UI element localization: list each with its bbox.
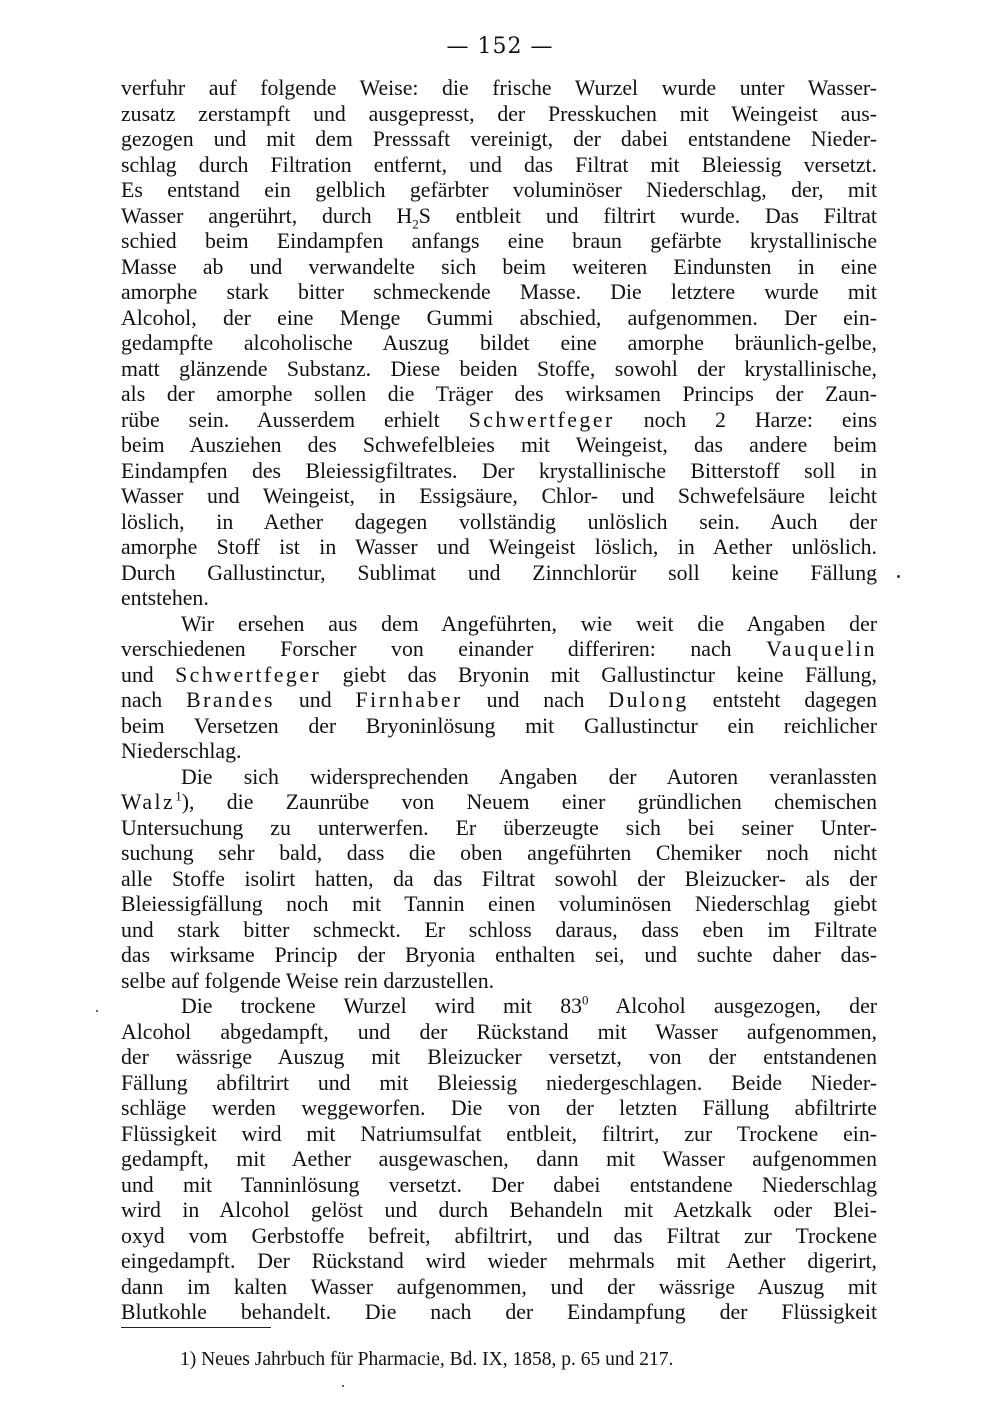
text-line: eingedampft. Der Rückstand wird wieder mehrmals mit Aether digerirt, — [121, 1249, 877, 1273]
spaced-name: Schwertfeger — [175, 662, 322, 687]
text-line: Eindampfen des Bleiessigfiltrates. Der krystallinische Bitterstoff soll in — [121, 458, 877, 483]
text-fragment: Wasser angerührt, durch H — [121, 203, 413, 228]
spaced-name: Walz — [121, 790, 176, 814]
text-line: Wir ersehen aus dem Angeführten, wie weit die Angaben der — [181, 611, 877, 636]
print-speck — [342, 1385, 344, 1387]
text-line: schlag durch Filtration entfernt, und das Filtrat mit Bleiessig versetzt. — [121, 152, 877, 177]
text-fragment: Die trockene Wurzel wird mit 83 — [181, 994, 583, 1018]
text-line: löslich, in Aether dagegen vollständig unlöslich sein. Auch der — [121, 509, 877, 534]
text-fragment: entsteht dagegen — [688, 688, 877, 712]
text-line — [121, 994, 877, 1020]
text-line: schläge werden weggeworfen. Die von der letzten Fällung abfiltrirte — [121, 1096, 877, 1120]
text-line: Blutkohle behandelt. Die nach der Eindampfung der Flüssigkeit — [121, 1300, 877, 1324]
text-line: gezogen und mit dem Presssaft vereinigt, der dabei entstandene Nieder- — [121, 127, 877, 151]
text-fragment: verschiedenen Forscher von einander differiren: nach — [121, 637, 767, 661]
text-line — [121, 663, 877, 689]
text-line: Alcohol, der eine Menge Gummi abschied, aufgenommen. Der ein- — [121, 305, 877, 330]
text-line: Flüssigkeit wird mit Natriumsulfat entbleit, filtrirt, zur Trockene ein- — [121, 1121, 877, 1146]
page-number: — 152 — — [446, 34, 554, 59]
text-fragment: und — [275, 688, 356, 712]
print-speck — [96, 1010, 98, 1012]
text-line: als der amorphe sollen die Träger des wirksamen Princips der Zaun- — [121, 382, 877, 406]
spaced-name: Brandes — [186, 688, 275, 712]
text-line: Bleiessigfällung noch mit Tannin einen voluminösen Niederschlag giebt — [121, 892, 877, 916]
text-line — [121, 688, 877, 714]
text-line — [121, 637, 877, 663]
text-line: beim Ausziehen des Schwefelbleies mit Weingeist, das andere beim — [121, 433, 877, 457]
text-line — [121, 790, 877, 816]
spaced-name: Dulong — [608, 688, 689, 712]
text-line: beim Versetzen der Bryoninlösung mit Gallustinctur ein reichlicher — [121, 713, 877, 738]
text-fragment: ), die Zaunrübe von Neuem einer gründlichen chemischen — [181, 790, 877, 814]
text-fragment: rübe sein. Ausserdem erhielt — [121, 407, 469, 432]
body-text — [121, 76, 877, 1326]
text-fragment: und nach — [462, 688, 609, 712]
text-line: amorphe stark bitter schmeckende Masse. Die letztere wurde mit — [121, 280, 877, 304]
text-line: schied beim Eindampfen anfangs eine braun gefärbte krystallinische — [121, 229, 877, 253]
text-fragment: S entbleit und filtrirt wurde. Das Filtrat — [418, 203, 877, 228]
footnote-divider — [121, 1327, 271, 1328]
text-fragment: giebt das Bryonin mit Gallustinctur keine Fällung, — [321, 662, 877, 687]
footnote-ref: 1 — [175, 788, 182, 804]
text-line: alle Stoffe isolirt hatten, da das Filtrat sowohl der Bleizucker- als der — [121, 866, 877, 891]
text-line: dann im kalten Wasser aufgenommen, und der wässrige Auszug mit — [121, 1274, 877, 1299]
text-line: amorphe Stoff ist in Wasser und Weingeist löslich, in Aether unlöslich. — [121, 535, 877, 559]
text-line: verfuhr auf folgende Weise: die frische Wurzel wurde unter Wasser- — [121, 76, 877, 100]
text-line: oxyd vom Gerbstoffe befreit, abfiltrirt, und das Filtrat zur Trockene — [121, 1223, 877, 1248]
text-line: Fällung abfiltrirt und mit Bleiessig niedergeschlagen. Beide Nieder- — [121, 1070, 877, 1095]
text-line — [121, 204, 877, 230]
print-speck — [897, 575, 900, 578]
text-line: das wirksame Princip der Bryonia enthalten sei, und suchte daher das- — [121, 943, 877, 967]
text-line: Untersuchung zu unterwerfen. Er überzeugte sich bei seiner Unter- — [121, 815, 877, 840]
text-line: Niederschlag. — [121, 739, 242, 763]
text-line: Masse ab und verwandelte sich beim weiteren Eindunsten in eine — [121, 254, 877, 279]
text-line: wird in Alcohol gelöst und durch Behandeln mit Aetzkalk oder Blei- — [121, 1198, 877, 1222]
text-fragment: Alcohol ausgezogen, der — [588, 994, 878, 1018]
text-line: Durch Gallustinctur, Sublimat und Zinnchlorür soll keine Fällung — [121, 560, 877, 585]
text-line: gedampft, mit Aether ausgewaschen, dann mit Wasser aufgenommen — [121, 1147, 877, 1171]
text-line: Alcohol abgedampft, und der Rückstand mit Wasser aufgenommen, — [121, 1019, 877, 1044]
text-line: entstehen. — [121, 586, 209, 610]
text-line — [121, 408, 877, 434]
text-fragment: noch 2 Harze: eins — [614, 407, 877, 432]
text-line: Es entstand ein gelblich gefärbter voluminöser Niederschlag, der, mit — [121, 178, 877, 202]
text-line: Die sich widersprechenden Angaben der Autoren veranlassten — [181, 764, 877, 789]
text-line: zusatz zerstampft und ausgepresst, der Presskuchen mit Weingeist aus- — [121, 101, 877, 126]
text-line: und stark bitter schmeckt. Er schloss daraus, dass eben im Filtrate — [121, 917, 877, 942]
spaced-name: Schwertfeger — [468, 407, 615, 432]
text-fragment: nach — [121, 688, 187, 712]
text-fragment: und — [121, 662, 176, 687]
degree-sign: 0 — [582, 992, 589, 1008]
text-line: matt glänzende Substanz. Diese beiden Stoffe, sowohl der krystallinische, — [121, 356, 877, 381]
text-line: suchung sehr bald, dass die oben angeführten Chemiker noch nicht — [121, 841, 877, 865]
text-line: selbe auf folgende Weise rein darzustellen. — [121, 968, 495, 993]
text-line: gedampfte alcoholische Auszug bildet eine amorphe bräunlich-gelbe, — [121, 331, 877, 355]
text-line: und mit Tanninlösung versetzt. Der dabei entstandene Niederschlag — [121, 1172, 877, 1197]
text-line: der wässrige Auszug mit Bleizucker versetzt, von der entstandenen — [121, 1045, 877, 1069]
footnote: 1) Neues Jahrbuch für Pharmacie, Bd. IX, 1858, p. 65 und 217. — [180, 1349, 674, 1370]
spaced-name: Vauquelin — [766, 637, 877, 661]
text-line: Wasser und Weingeist, in Essigsäure, Chlor- und Schwefelsäure leicht — [121, 484, 877, 508]
subscript: 2 — [412, 215, 419, 231]
spaced-name: Firnhaber — [355, 688, 463, 712]
